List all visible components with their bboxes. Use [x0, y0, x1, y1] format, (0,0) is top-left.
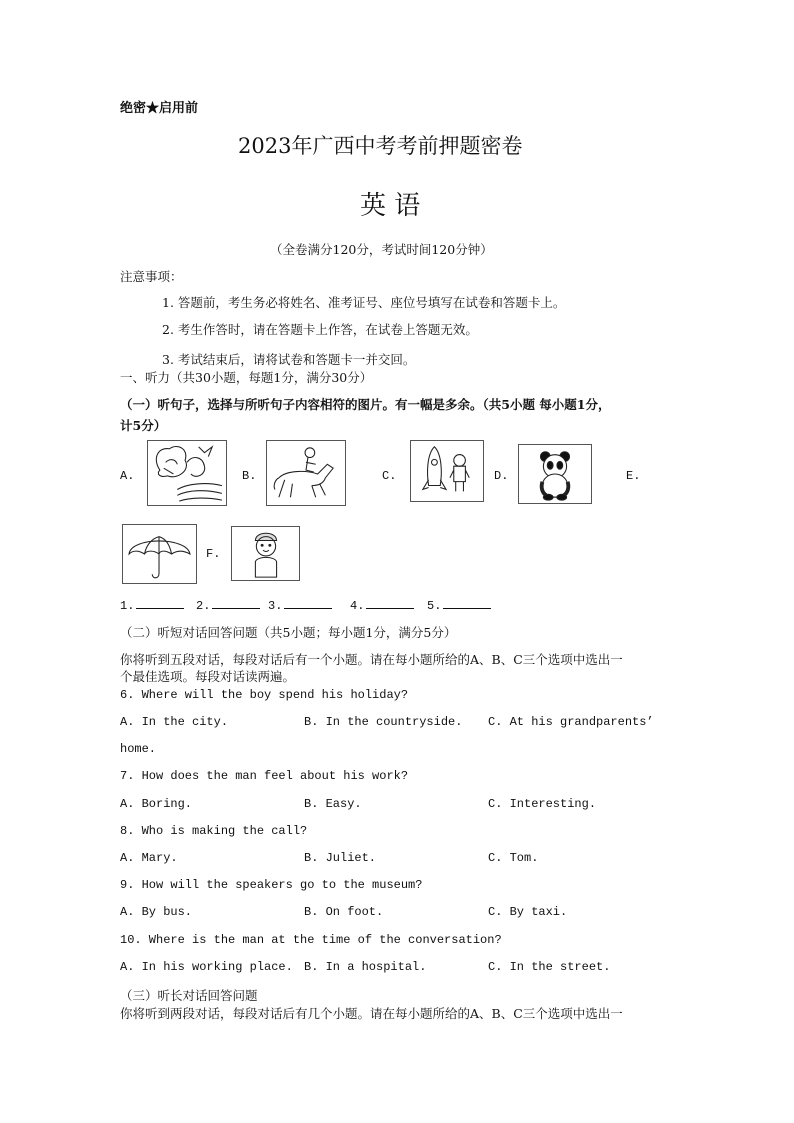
notice-heading: 注意事项： — [120, 269, 183, 284]
answer-blank-4[interactable] — [350, 597, 414, 613]
blank-number: 5. — [427, 599, 442, 613]
answer-blank-2[interactable] — [196, 597, 260, 613]
option-b[interactable]: B. Juliet. — [304, 851, 377, 865]
option-b[interactable]: B. In the countryside. — [304, 715, 463, 729]
sec2-intro: 你将听到五段对话，每段对话后有一个小题。请在每小题所给的A、B、C三个选项中选出一 — [120, 652, 623, 667]
blank-number: 1. — [120, 599, 135, 613]
question-6: 6. Where will the boy spend his holiday? — [120, 688, 409, 702]
option-c[interactable]: C. At his grandparents’ — [488, 715, 654, 729]
blank-number: 4. — [350, 599, 365, 613]
option-c[interactable]: C. Interesting. — [488, 797, 597, 811]
answer-blank-1[interactable] — [120, 597, 184, 613]
answer-blank-3[interactable] — [268, 597, 332, 613]
option-c-cont: home. — [120, 742, 157, 756]
notice-item: 1. 答题前，考生务必将姓名、准考证号、座位号填写在试卷和答题卡上。 — [162, 295, 566, 310]
sec1-instruction-cont: 计5分） — [120, 418, 167, 433]
option-b[interactable]: B. On foot. — [304, 905, 384, 919]
sec3-intro: 你将听到两段对话，每段对话后有几个小题。请在每小题所给的A、B、C三个选项中选出一 — [120, 1006, 623, 1021]
answer-blank-5[interactable] — [427, 597, 491, 613]
horse-rider-picture — [266, 440, 346, 506]
picture-label-a: A. — [120, 469, 135, 483]
option-c[interactable]: C. In the street. — [488, 960, 611, 974]
option-a[interactable]: A. By bus. — [120, 905, 193, 919]
question-8: 8. Who is making the call? — [120, 824, 308, 838]
blank-number: 3. — [268, 599, 283, 613]
notice-item: 3. 考试结束后，请将试卷和答题卡一并交回。 — [162, 352, 416, 367]
option-c[interactable]: C. By taxi. — [488, 905, 568, 919]
picture-label-c: C. — [382, 469, 397, 483]
rocket-astronaut-picture — [410, 440, 484, 502]
picture-label-f: F. — [206, 547, 221, 561]
sec3-heading: （三）听长对话回答问题 — [120, 988, 258, 1003]
option-a[interactable]: A. Mary. — [120, 851, 178, 865]
secret-label: 绝密★启用前 — [120, 101, 199, 116]
panda-picture — [518, 444, 592, 504]
question-7: 7. How does the man feel about his work? — [120, 769, 409, 783]
sec2-heading: （二）听短对话回答问题（共5小题；每小题1分，满分5分） — [120, 625, 457, 640]
exam-info: （全卷满分120分，考试时间120分钟） — [270, 242, 493, 257]
question-9: 9. How will the speakers go to the museum? — [120, 878, 423, 892]
umbrella-picture — [122, 524, 197, 584]
option-a[interactable]: A. In the city. — [120, 715, 229, 729]
part1-heading: 一、听力（共30小题，每题1分，满分30分） — [120, 370, 373, 385]
sec1-instruction: （一）听句子，选择与所听句子内容相符的图片。有一幅是多余。（共5小题 每小题1分， — [120, 397, 611, 412]
option-a[interactable]: A. In his working place. — [120, 960, 293, 974]
boy-picture — [231, 526, 300, 581]
option-c[interactable]: C. Tom. — [488, 851, 539, 865]
vegetables-fruit-picture — [147, 440, 227, 506]
subject-title: 英 语 — [360, 191, 421, 221]
picture-label-b: B. — [242, 469, 257, 483]
question-10: 10. Where is the man at the time of the conversation? — [120, 933, 502, 947]
blank-number: 2. — [196, 599, 211, 613]
option-b[interactable]: B. Easy. — [304, 797, 362, 811]
exam-title: 2023年广西中考考前押题密卷 — [238, 134, 523, 158]
picture-label-d: D. — [494, 469, 509, 483]
option-a[interactable]: A. Boring. — [120, 797, 193, 811]
sec2-intro-cont: 个最佳选项。每段对话读两遍。 — [120, 669, 296, 684]
notice-item: 2. 考生作答时，请在答题卡上作答，在试卷上答题无效。 — [162, 322, 478, 337]
picture-label-e: E. — [626, 469, 641, 483]
option-b[interactable]: B. In a hospital. — [304, 960, 427, 974]
